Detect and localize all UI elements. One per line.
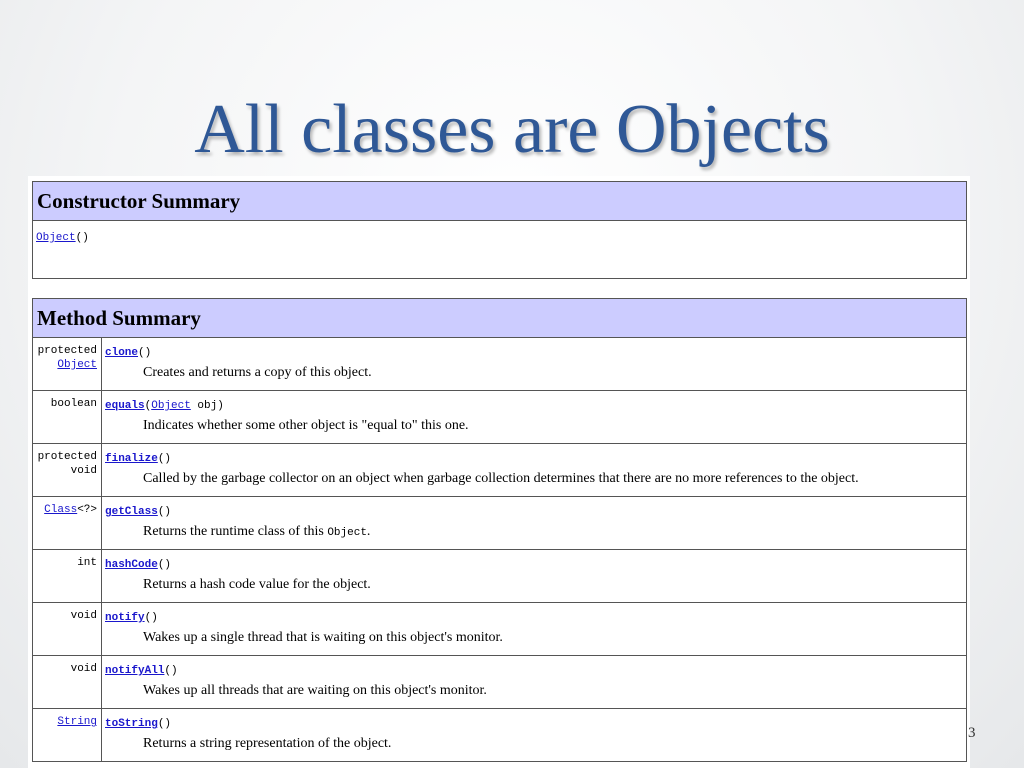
- constructor-params: (): [75, 232, 89, 244]
- method-link-tostring[interactable]: toString: [105, 718, 158, 730]
- method-cell: [102, 550, 967, 603]
- return-type-link[interactable]: Class: [44, 504, 78, 516]
- method-description: Wakes up all threads that are waiting on this object's monitor.: [143, 683, 487, 698]
- method-signature: [105, 344, 962, 360]
- method-link-equals[interactable]: equals: [105, 400, 145, 412]
- method-row-getclass: [33, 497, 967, 550]
- method-params: (): [157, 559, 172, 571]
- modifier-cell: [33, 391, 102, 444]
- modifier-cell: [33, 656, 102, 709]
- method-row-hashcode: [33, 550, 967, 603]
- method-params-rest: obj): [190, 400, 224, 412]
- modifier-text: boolean: [50, 398, 97, 410]
- method-params: (): [144, 612, 158, 624]
- method-params: (): [164, 665, 178, 677]
- modifier-text: protected: [37, 451, 97, 463]
- method-row-notify: [33, 603, 967, 656]
- method-signature: [105, 662, 962, 678]
- description-text: Returns the runtime class of this: [143, 524, 328, 539]
- method-description: Creates and returns a copy of this object.: [143, 365, 372, 380]
- modifier-cell: [33, 709, 102, 762]
- method-link-finalize[interactable]: finalize: [105, 453, 158, 465]
- modifier-cell: [33, 550, 102, 603]
- constructor-summary-heading: Constructor Summary: [33, 182, 967, 221]
- method-link-notify[interactable]: notify: [105, 612, 145, 624]
- modifier-cell: [33, 338, 102, 391]
- return-type-link[interactable]: String: [57, 716, 97, 728]
- return-type-link[interactable]: Object: [57, 359, 97, 371]
- method-params: (): [157, 453, 172, 465]
- constructor-summary-table: [32, 181, 967, 279]
- slide-title: All classes are Objects: [194, 91, 830, 168]
- method-params: (): [157, 718, 172, 730]
- method-cell: [102, 709, 967, 762]
- javadoc-panel: [28, 176, 970, 768]
- method-link-getclass[interactable]: getClass: [105, 506, 158, 518]
- method-cell: [102, 603, 967, 656]
- modifier-text: void: [70, 610, 97, 622]
- method-cell: [102, 338, 967, 391]
- method-signature: [105, 397, 962, 413]
- method-description: Wakes up a single thread that is waiting on this object's monitor.: [143, 630, 503, 645]
- modifier-cell: [33, 603, 102, 656]
- method-signature: [105, 503, 962, 519]
- method-description: Indicates whether some other object is "equal to" this one.: [143, 418, 469, 433]
- slide-page-number: 3: [968, 725, 976, 741]
- method-row-finalize: [33, 444, 967, 497]
- description-code: Object: [327, 527, 367, 539]
- constructor-link[interactable]: Object: [36, 232, 76, 244]
- modifier-cell: [33, 497, 102, 550]
- method-summary-table: [32, 298, 967, 762]
- method-description: Returns a string representation of the object.: [143, 736, 392, 751]
- method-signature: [105, 609, 962, 625]
- method-cell: [102, 444, 967, 497]
- modifier-cell: [33, 444, 102, 497]
- param-type-link[interactable]: Object: [151, 400, 191, 412]
- method-params: (): [138, 347, 152, 359]
- modifier-text: protected: [37, 345, 97, 357]
- method-row-tostring: [33, 709, 967, 762]
- modifier-text: void: [70, 663, 97, 675]
- method-description: Returns a hash code value for the object.: [143, 577, 371, 592]
- return-type-text: void: [70, 465, 97, 477]
- method-params-open: (: [144, 400, 152, 412]
- method-description: Called by the garbage collector on an object when garbage collection determines that there are no more references to the object.: [143, 471, 859, 486]
- method-summary-heading: Method Summary: [33, 299, 967, 338]
- return-type-wrapper: [35, 503, 97, 517]
- method-description: [105, 523, 962, 542]
- modifier-text: int: [77, 557, 97, 569]
- description-end: .: [366, 524, 371, 539]
- method-row-equals: [33, 391, 967, 444]
- method-link-clone[interactable]: clone: [105, 347, 139, 359]
- method-link-notifyall[interactable]: notifyAll: [105, 665, 165, 677]
- method-cell: [102, 497, 967, 550]
- method-signature: [105, 556, 962, 572]
- method-params: (): [157, 506, 172, 518]
- method-row-notifyall: [33, 656, 967, 709]
- constructor-row: [33, 221, 967, 279]
- method-link-hashcode[interactable]: hashCode: [105, 559, 158, 571]
- method-signature: [105, 450, 962, 466]
- method-row-clone: [33, 338, 967, 391]
- method-cell: [102, 656, 967, 709]
- method-signature: [105, 715, 962, 731]
- generic-wildcard: <?>: [77, 504, 97, 516]
- method-cell: [102, 391, 967, 444]
